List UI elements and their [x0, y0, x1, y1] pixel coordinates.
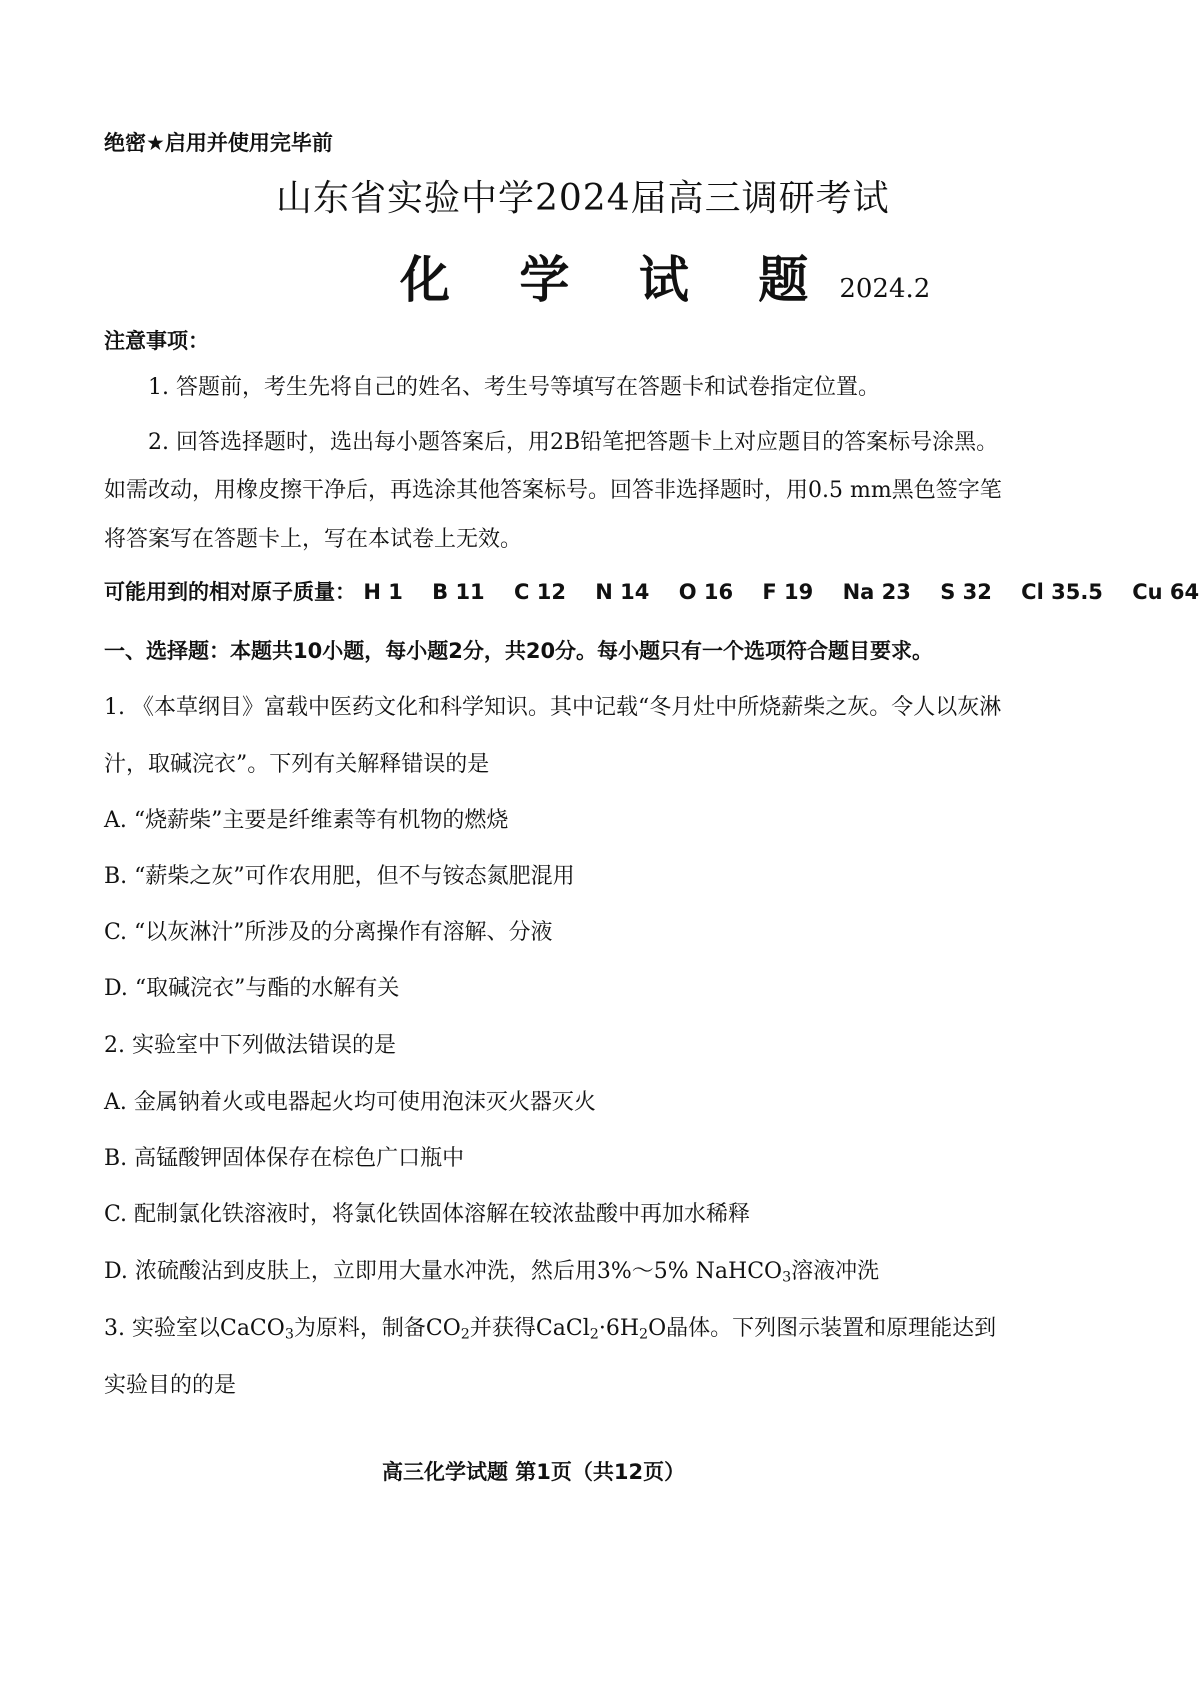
notice-title: 注意事项：	[104, 329, 209, 353]
atomic-mass: H 1	[363, 580, 403, 604]
subscript: 3	[782, 1269, 792, 1286]
atomic-mass: S 32	[940, 580, 992, 604]
notice-item-1: 1. 答题前，考生先将自己的姓名、考生号等填写在答题卡和试卷指定位置。	[148, 375, 880, 400]
q3-text: O晶体。下列图示装置和原理能达到	[648, 1316, 997, 1341]
subject-title-row	[400, 240, 930, 312]
atomic-masses-label: 可能用到的相对原子质量：	[104, 580, 356, 604]
subscript: 2	[639, 1326, 649, 1343]
subscript: 2	[589, 1326, 599, 1343]
q2-option-d	[104, 1257, 879, 1287]
q1-option-a: A. “烧薪柴”主要是纤维素等有机物的燃烧	[104, 808, 509, 833]
atomic-mass: B 11	[432, 580, 485, 604]
q2-stem: 2. 实验室中下列做法错误的是	[104, 1033, 396, 1058]
atomic-mass: N 14	[595, 580, 650, 604]
atomic-mass: O 16	[678, 580, 734, 604]
page-footer: 高三化学试题 第1页（共12页）	[382, 1460, 686, 1484]
subscript: 3	[284, 1326, 294, 1343]
q2-option-d-text: D. 浓硫酸沾到皮肤上，立即用大量水冲洗，然后用3%～5% NaHCO	[104, 1259, 783, 1284]
notice-item-2-line-2: 如需改动，用橡皮擦干净后，再选涂其他答案标号。回答非选择题时，用0.5 mm黑色签字笔	[104, 478, 1002, 503]
atomic-mass: F 19	[762, 580, 814, 604]
q3-stem-line-1	[104, 1314, 996, 1344]
q3-text: 3. 实验室以CaCO	[104, 1316, 285, 1341]
q1-option-d: D. “取碱浣衣”与酯的水解有关	[104, 976, 400, 1001]
q1-option-c: C. “以灰淋汁”所涉及的分离操作有溶解、分液	[104, 920, 553, 945]
q3-stem-line-2: 实验目的的是	[104, 1373, 237, 1398]
q2-option-a: A. 金属钠着火或电器起火均可使用泡沫灭火器灭火	[104, 1090, 596, 1115]
atomic-mass: Cl 35.5	[1021, 580, 1103, 604]
q2-option-c: C. 配制氯化铁溶液时，将氯化铁固体溶解在较浓盐酸中再加水稀释	[104, 1202, 751, 1227]
atomic-mass: Cu 64	[1132, 580, 1200, 604]
q3-text: 并获得CaCl	[469, 1316, 590, 1341]
confidential-label: 绝密★启用并使用完毕前	[104, 131, 333, 155]
subject-title: 化 学 试 题	[400, 251, 835, 309]
q2-option-d-text-end: 溶液冲洗	[791, 1259, 880, 1284]
atomic-mass: C 12	[513, 580, 566, 604]
q1-stem-line-2: 汁，取碱浣衣”。下列有关解释错误的是	[104, 752, 490, 777]
notice-item-2-line-3: 将答案写在答题卡上，写在本试卷上无效。	[104, 527, 523, 552]
school-title: 山东省实验中学2024届高三调研考试	[276, 178, 890, 219]
q2-option-b: B. 高锰酸钾固体保存在棕色广口瓶中	[104, 1146, 465, 1171]
atomic-mass: Na 23	[842, 580, 911, 604]
subscript: 2	[460, 1326, 470, 1343]
exam-date: 2024.2	[839, 274, 931, 304]
q3-text: 为原料，制备CO	[293, 1316, 461, 1341]
atomic-masses	[104, 576, 1199, 606]
q3-text: ·6H	[598, 1316, 640, 1341]
q1-stem-line-1: 1. 《本草纲目》富载中医药文化和科学知识。其中记载“冬月灶中所烧薪柴之灰。令人以灰淋	[104, 695, 1002, 720]
section-1-title: 一、选择题：本题共10小题，每小题2分，共20分。每小题只有一个选项符合题目要求。	[104, 639, 934, 663]
notice-item-2-line-1: 2. 回答选择题时，选出每小题答案后，用2B铅笔把答题卡上对应题目的答案标号涂黑。	[148, 430, 999, 455]
q1-option-b: B. “薪柴之灰”可作农用肥，但不与铵态氮肥混用	[104, 864, 575, 889]
